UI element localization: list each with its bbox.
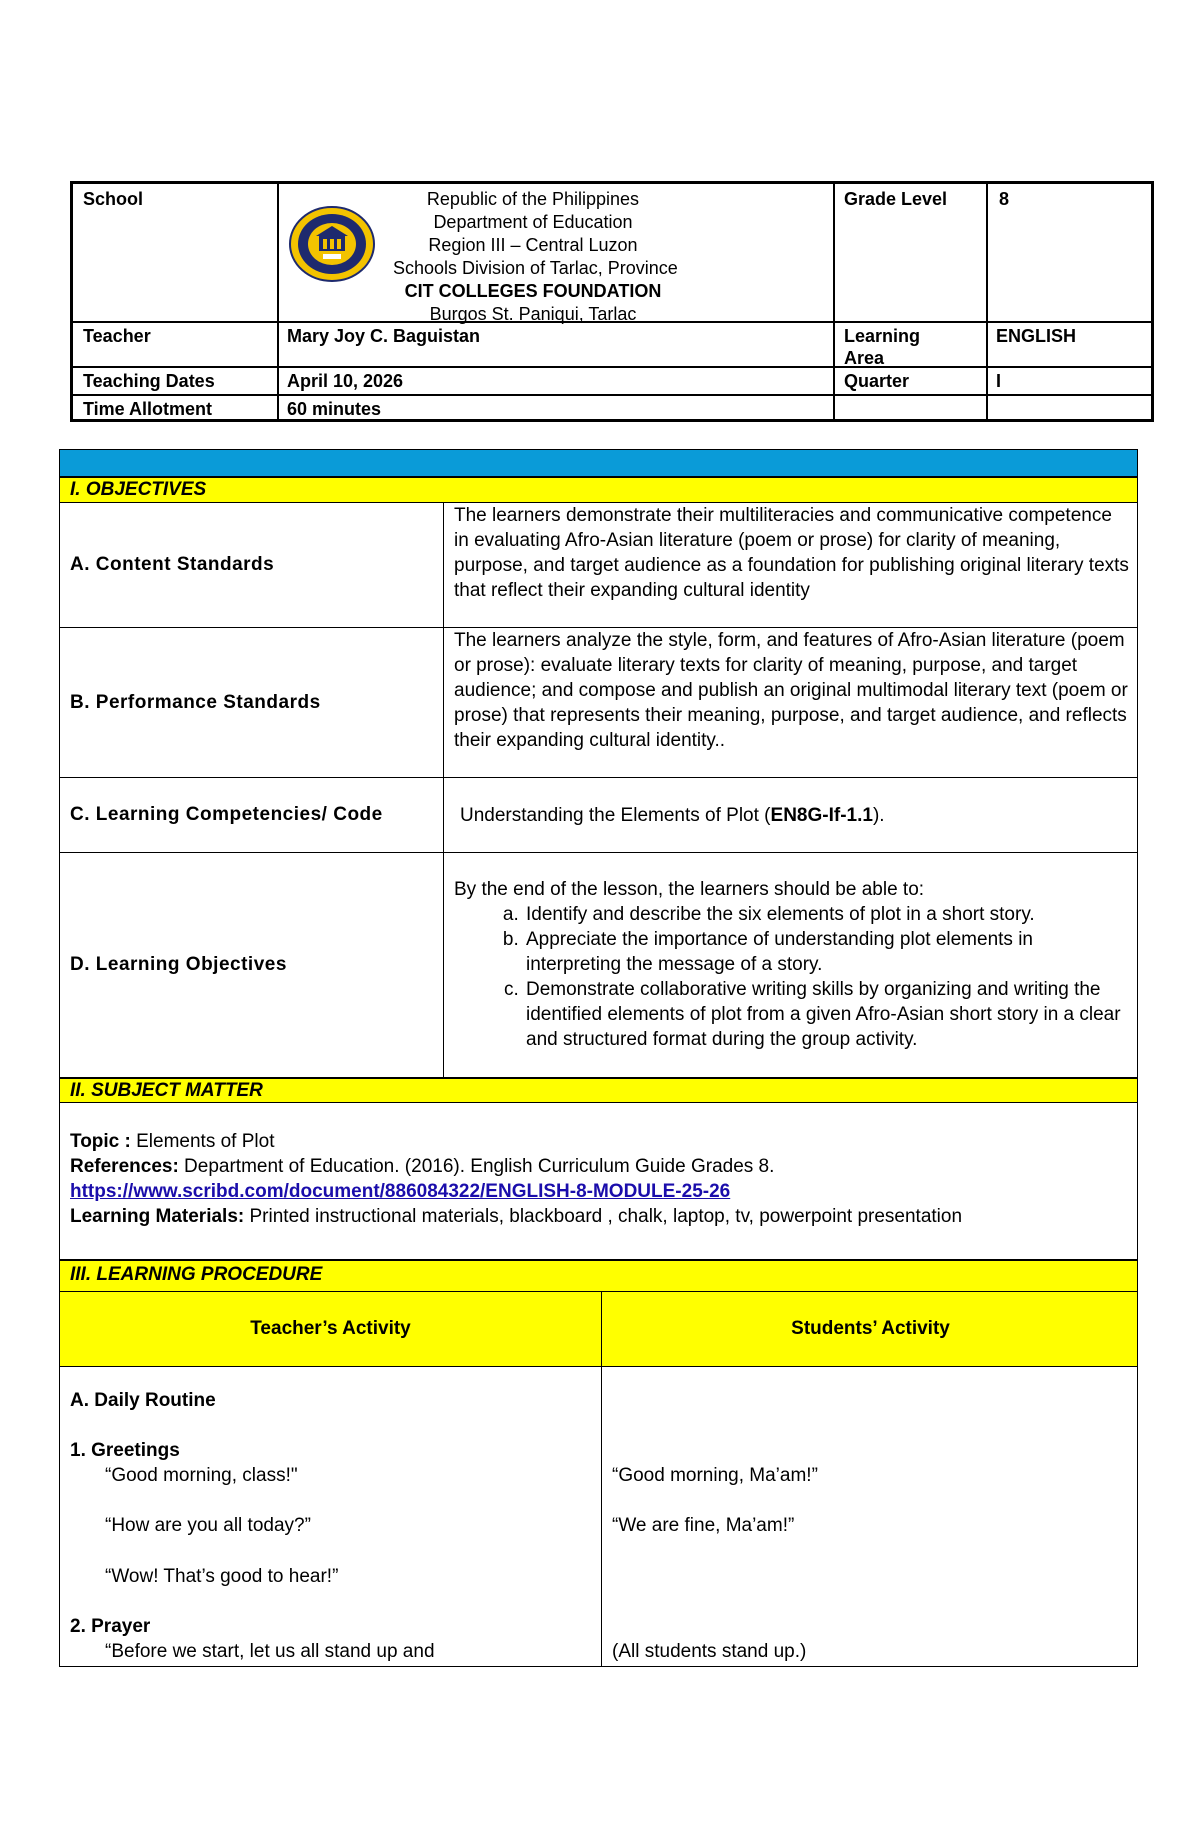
teaching-dates-value: April 10, 2026 (287, 371, 404, 391)
learning-objectives-row (59, 853, 1138, 1078)
grade-level-value: 8 (999, 189, 1010, 209)
school-line: Region III – Central Luzon (428, 235, 638, 255)
header-divider (833, 184, 835, 419)
references-line (70, 1154, 1127, 1179)
learning-area-label: Learning Area (844, 326, 921, 368)
quarter-value: I (996, 371, 1002, 391)
topic-value: Elements of Plot (130, 1131, 275, 1152)
time-allotment-value: 60 minutes (287, 399, 382, 419)
performance-standards-text: The learners analyze the style, form, and features of Afro-Asian literature (poem or prose): evaluate literary texts for clarity of meaning, purpose, and target audience; and compose and publish an original multimodal literary text (poem or prose) that represents their meaning, purpose, and target audience, and reflects their expanding cultural identity.. (454, 630, 1128, 751)
time-allotment-label: Time Allotment (83, 399, 213, 419)
learning-objective-item: c. Demonstrate collaborative writing skills by organizing and writing the identified elements of plot from a given Afro-Asian short story in a clear and structured format during the group activity. (524, 977, 1129, 1052)
competencies-end: ). (872, 804, 885, 826)
school-address: Burgos St. Paniqui, Tarlac (429, 304, 637, 324)
subject-matter-heading: II. SUBJECT MATTER (59, 1078, 1138, 1103)
student-line: “Good morning, Ma’am!” (612, 1465, 818, 1486)
learning-objective-item: a. Identify and describe the six elements of plot in a short story. (524, 902, 1129, 927)
learning-procedure-heading: III. LEARNING PROCEDURE (59, 1260, 1138, 1292)
prayer-heading: 2. Prayer (70, 1616, 151, 1637)
grade-level-label: Grade Level (844, 189, 948, 209)
materials-label: Learning Materials: (70, 1206, 245, 1227)
teacher-value: Mary Joy C. Baguistan (287, 326, 481, 346)
references-label: References: (70, 1156, 179, 1177)
content-standards-label: A. Content Standards (60, 503, 444, 627)
school-name: CIT COLLEGES FOUNDATION (404, 281, 662, 301)
learning-objectives-value (444, 853, 1137, 1077)
topic-label: Topic : (70, 1131, 131, 1152)
school-info (393, 188, 678, 326)
school-line: Schools Division of Tarlac, Province (393, 258, 678, 278)
topic-line (70, 1129, 1127, 1154)
activity-header-row (59, 1292, 1138, 1367)
reference-link[interactable]: https://www.scribd.com/document/886084322/ENGLISH-8-MODULE-25-26 (70, 1181, 731, 1202)
student-line: “We are fine, Ma’am!” (612, 1515, 795, 1536)
performance-standards-label: B. Performance Standards (60, 628, 444, 777)
column-divider (601, 1367, 602, 1666)
greetings-heading: 1. Greetings (70, 1440, 180, 1461)
competencies-row (59, 778, 1138, 853)
objectives-heading: I. OBJECTIVES (59, 477, 1138, 503)
materials-value: Printed instructional materials, blackboard , chalk, laptop, tv, powerpoint presentation (244, 1206, 963, 1227)
competencies-label: C. Learning Competencies/ Code (60, 778, 444, 852)
students-activity-header: Students’ Activity (791, 1318, 950, 1339)
daily-routine-heading: A. Daily Routine (70, 1390, 216, 1411)
competencies-value (444, 778, 1137, 852)
header-table (70, 181, 1154, 422)
learning-objectives-intro: By the end of the lesson, the learners should be able to: (454, 879, 925, 900)
quarter-label: Quarter (844, 371, 910, 391)
teaching-dates-label: Teaching Dates (83, 371, 215, 391)
teacher-label: Teacher (83, 326, 151, 346)
materials-line (70, 1204, 1127, 1229)
competencies-code: EN8G-If-1.1 (770, 804, 873, 826)
procedure-body (59, 1367, 1138, 1667)
teacher-activity-header: Teacher’s Activity (250, 1318, 411, 1339)
references-value: Department of Education. (2016). English Curriculum Guide Grades 8. (178, 1156, 775, 1177)
competencies-text: Understanding the Elements of Plot ( (460, 804, 771, 826)
teacher-line: “How are you all today?” (105, 1515, 311, 1536)
header-divider (73, 394, 1151, 396)
learning-objective-item: b. Appreciate the importance of understanding plot elements in interpreting the message of a story. (524, 927, 1129, 977)
school-seal-logo (289, 205, 375, 283)
table-top-bar (59, 449, 1138, 477)
school-line: Department of Education (433, 212, 633, 232)
teacher-line: “Wow! That’s good to hear!” (105, 1566, 339, 1587)
content-standards-row (59, 503, 1138, 628)
teacher-line: “Good morning, class!" (105, 1465, 298, 1486)
learning-objectives-label: D. Learning Objectives (60, 853, 444, 1077)
performance-standards-row (59, 628, 1138, 778)
school-label: School (83, 189, 144, 209)
learning-objectives-list (454, 902, 1129, 1052)
subject-matter-body (59, 1103, 1138, 1260)
content-standards-text: The learners demonstrate their multiliteracies and communicative competence in evaluating Afro-Asian literature (poem or prose) for clarity of meaning, purpose, and target audience as a foundation for publishing original literary texts that reflect their expanding cultural identity (454, 505, 1129, 601)
student-line: (All students stand up.) (612, 1641, 807, 1662)
learning-area-value: ENGLISH (996, 326, 1077, 346)
school-line: Republic of the Philippines (426, 189, 640, 209)
teacher-line: “Before we start, let us all stand up and (105, 1641, 435, 1662)
